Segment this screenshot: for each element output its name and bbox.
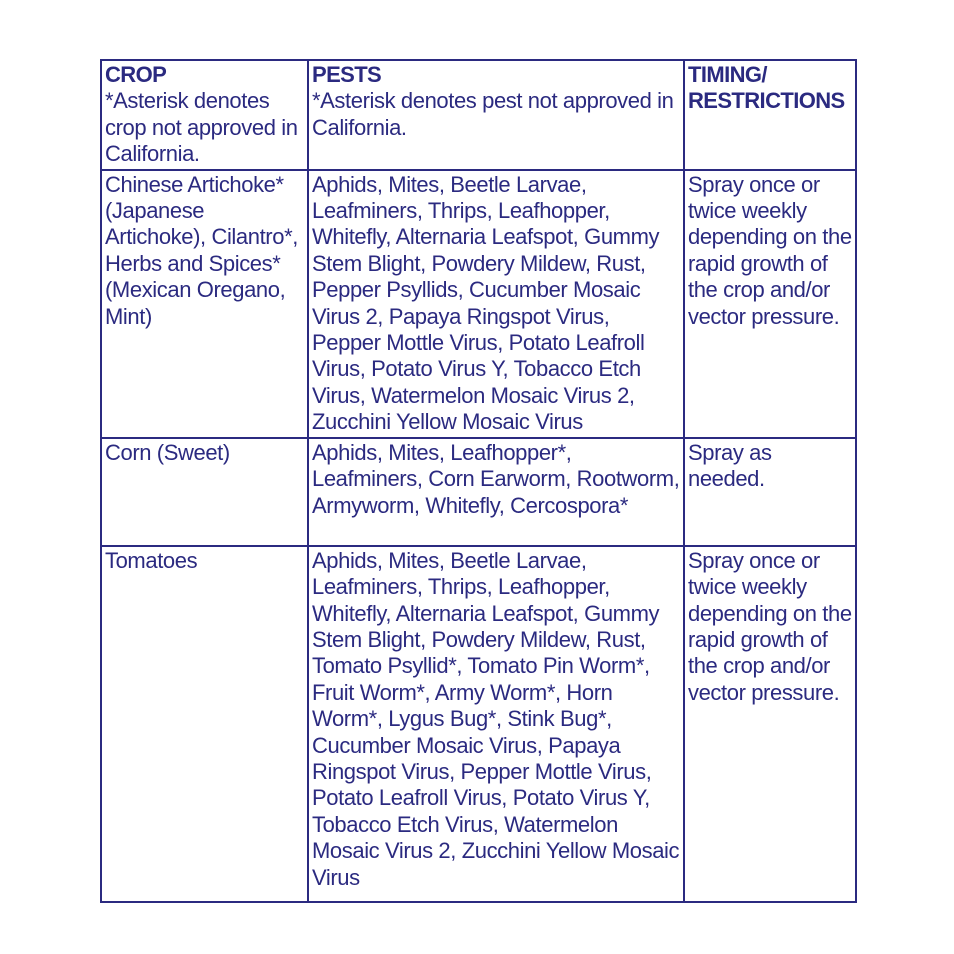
- header-timing-title: TIMING/ RESTRICTIONS: [688, 62, 845, 114]
- timing-cell: Spray once or twice weekly depending on the rapid growth of the crop and/or vector pressure.: [684, 170, 856, 438]
- crop-cell: Chinese Artichoke* (Japanese Artichoke), Cilantro*, Herbs and Spices* (Mexican Oregano, Mint): [101, 170, 308, 438]
- header-timing-cell: [684, 60, 856, 170]
- header-crop-cell: [101, 60, 308, 170]
- pests-cell: Aphids, Mites, Beetle Larvae, Leafminers, Thrips, Leafhopper, Whitefly, Alternaria Leafspot, Gummy Stem Blight, Powdery Mildew, Rust, Pepper Psyllids, Cucumber Mosaic Virus 2, Papaya Ringspot Virus, Pepper Mottle Virus, Potato Leafroll Virus, Potato Virus Y, Tobacco Etch Virus, Watermelon Mosaic Virus 2, Zucchini Yellow Mosaic Virus: [308, 170, 684, 438]
- header-pests-title: PESTS: [312, 62, 382, 87]
- table-header-row: [101, 60, 856, 170]
- crop-cell: Corn (Sweet): [101, 438, 308, 546]
- table-row: [101, 546, 856, 902]
- header-pests-note: *Asterisk denotes pest not approved in California.: [312, 88, 674, 140]
- pests-cell: Aphids, Mites, Leafhopper*, Leafminers, Corn Earworm, Rootworm, Armyworm, Whitefly, Cercospora*: [308, 438, 684, 546]
- table-row: [101, 170, 856, 438]
- header-crop-note: *Asterisk denotes crop not approved in California.: [105, 88, 298, 167]
- timing-cell: Spray as needed.: [684, 438, 856, 546]
- pests-cell: Aphids, Mites, Beetle Larvae, Leafminers, Thrips, Leafhopper, Whitefly, Alternaria Leafspot, Gummy Stem Blight, Powdery Mildew, Rust, Tomato Psyllid*, Tomato Pin Worm*, Fruit Worm*, Army Worm*, Horn Worm*, Lygus Bug*, Stink Bug*, Cucumber Mosaic Virus, Papaya Ringspot Virus, Pepper Mottle Virus, Potato Leafroll Virus, Potato Virus Y, Tobacco Etch Virus, Watermelon Mosaic Virus 2, Zucchini Yellow Mosaic Virus: [308, 546, 684, 902]
- header-pests-cell: [308, 60, 684, 170]
- crop-pest-table: [100, 59, 857, 903]
- timing-cell: Spray once or twice weekly depending on the rapid growth of the crop and/or vector pressure.: [684, 546, 856, 902]
- crop-cell: Tomatoes: [101, 546, 308, 902]
- header-crop-title: CROP: [105, 62, 167, 87]
- table-row: [101, 438, 856, 546]
